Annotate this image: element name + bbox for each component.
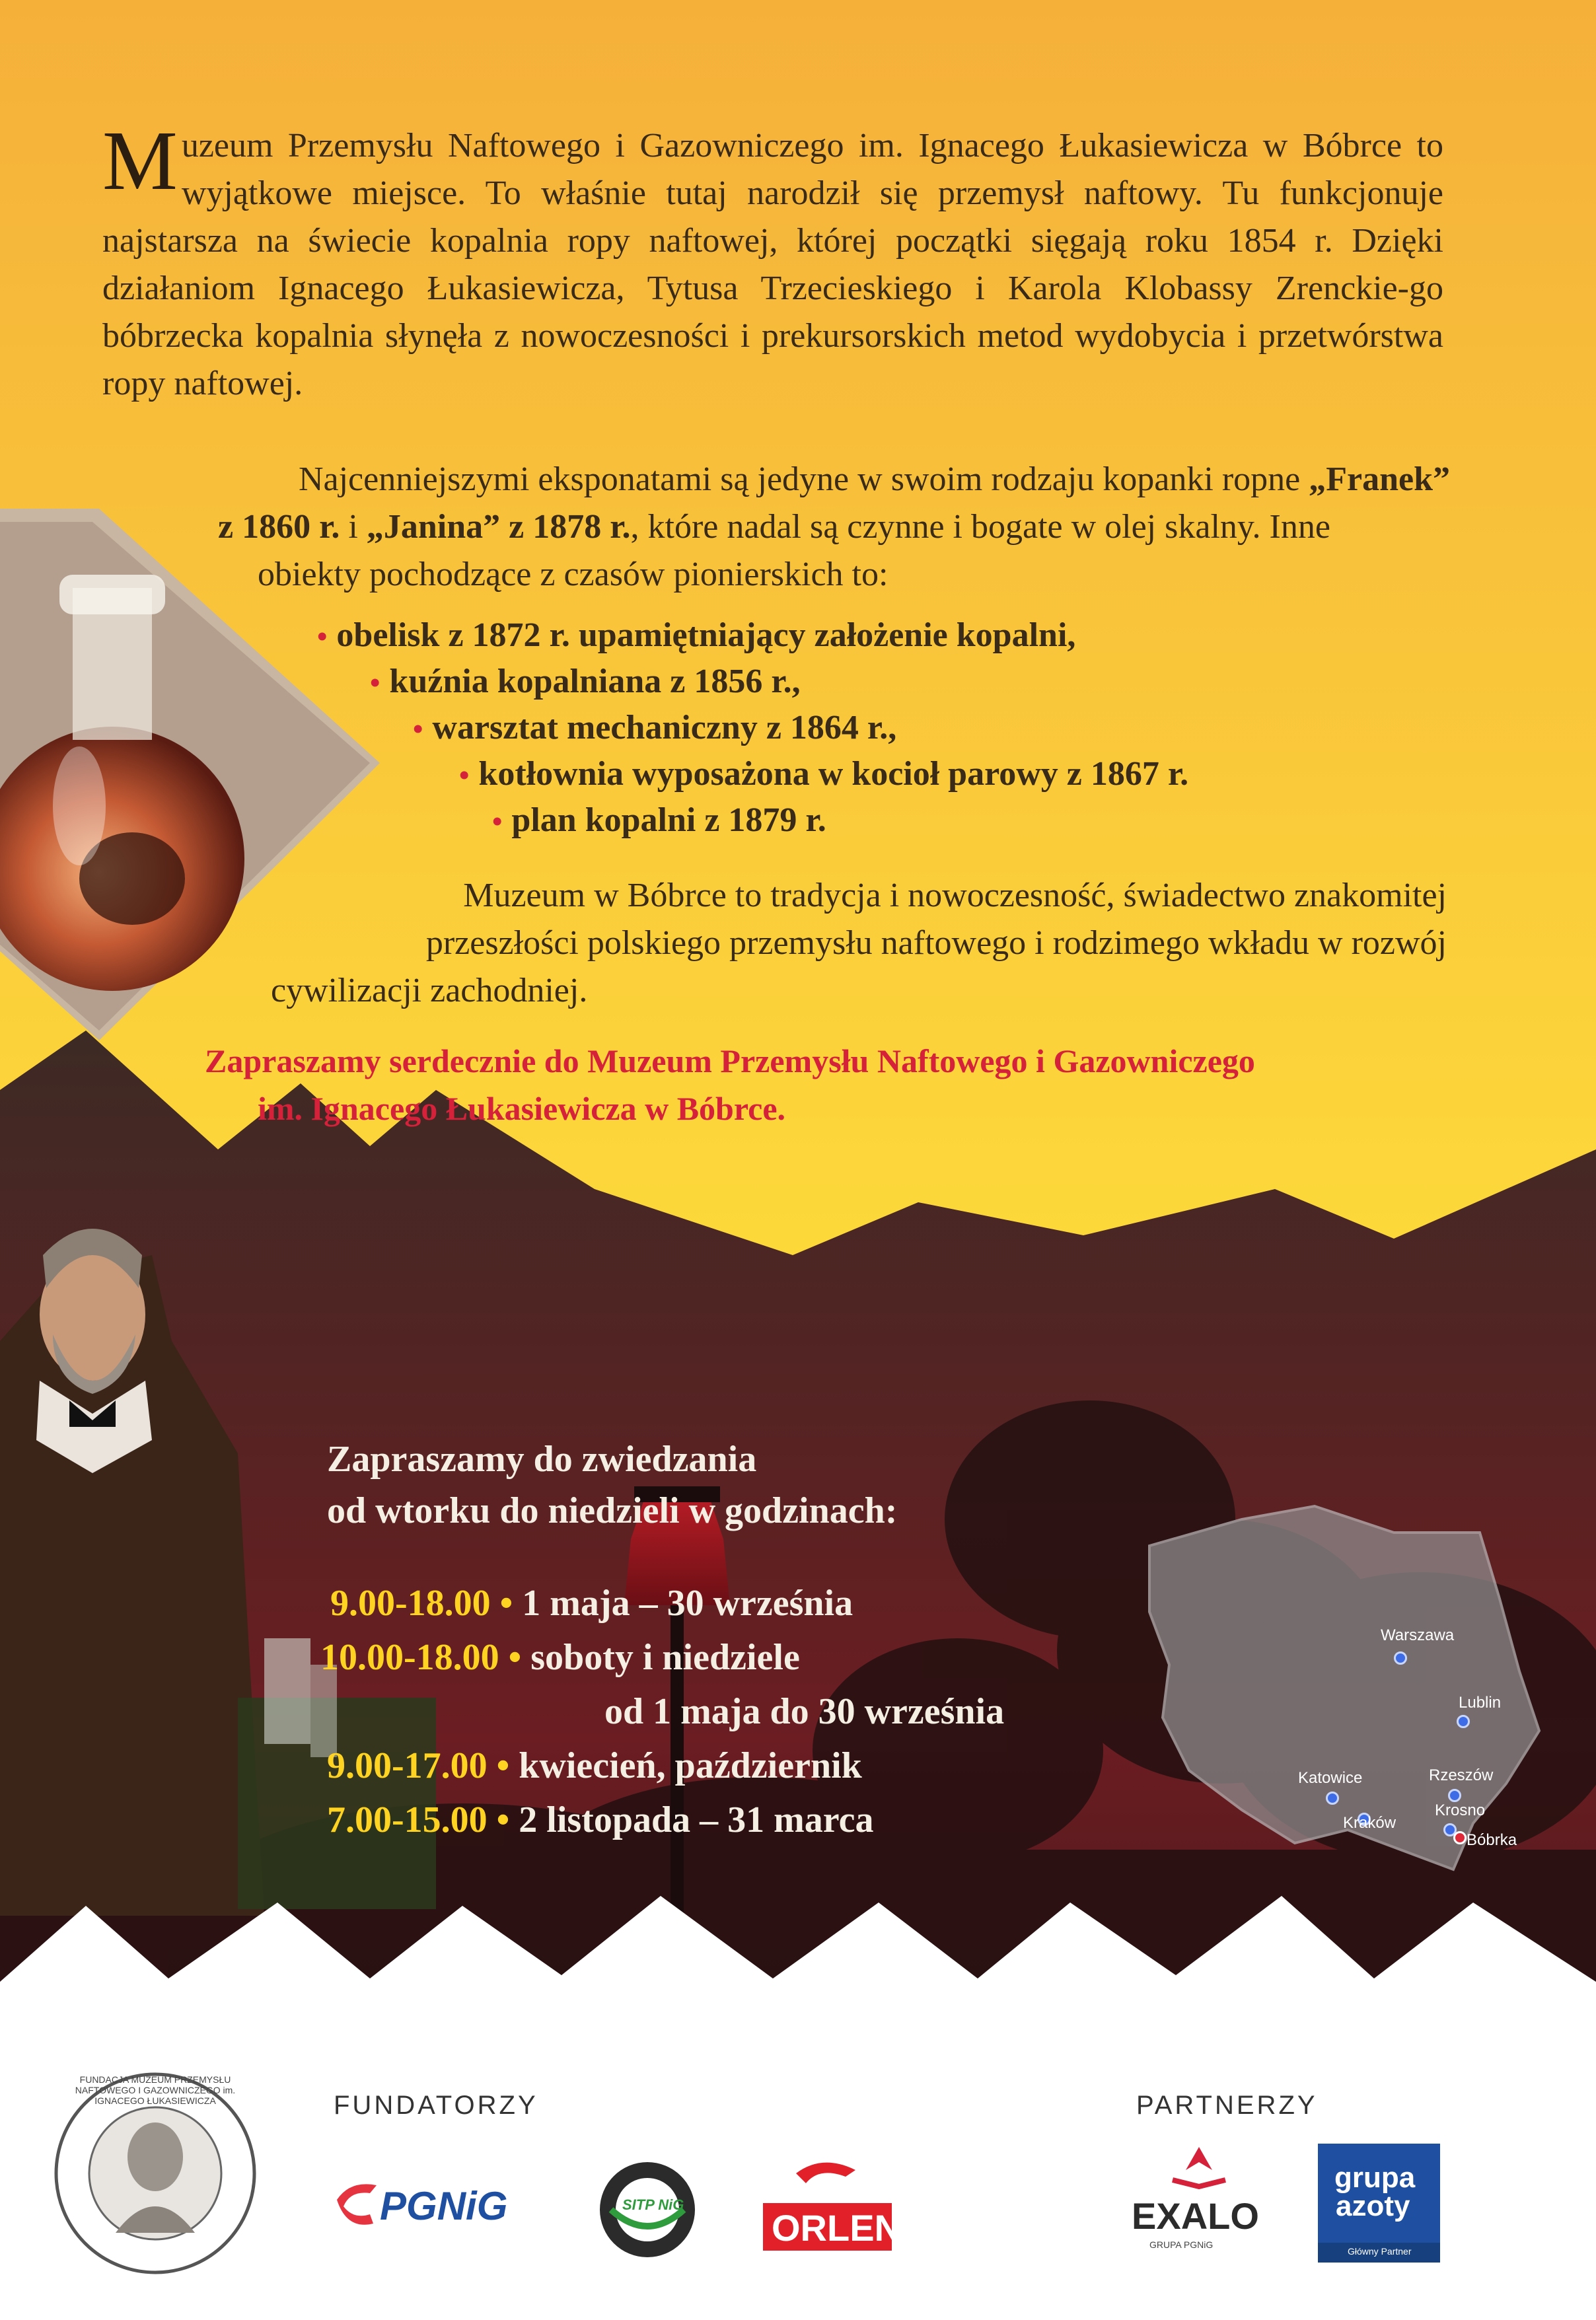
bullet-dot: • [317, 620, 328, 653]
hours-row [320, 1636, 800, 1679]
city-label-lublin: Lublin [1459, 1694, 1502, 1712]
bullet-text: obelisk z 1872 r. upamiętniający założenie kopalni, [336, 616, 1076, 654]
bullet-item [459, 754, 1188, 793]
exalo-subtitle: GRUPA PGNiG [1149, 2239, 1214, 2250]
intro-paragraph [102, 114, 1443, 408]
bullet-dot: • [413, 713, 423, 745]
hours-period: kwiecień, październik [519, 1745, 862, 1786]
map-pin [1394, 1651, 1407, 1665]
bullet-item [413, 708, 896, 747]
city-label-rzeszow: Rzeszów [1429, 1766, 1494, 1784]
partners-label: PARTNERZY [1136, 2091, 1318, 2120]
bullet-text: kotłownia wyposażona w kocioł parowy z 1867 r. [478, 755, 1189, 793]
hours-separator: • [496, 1745, 510, 1786]
exalo-logo: EXALO [1132, 2195, 1259, 2237]
city-label-katowice: Katowice [1298, 1769, 1363, 1787]
tradition-paragraph [264, 872, 1447, 1015]
bullet-dot: • [370, 667, 381, 699]
exhibits-line-1 [162, 456, 1450, 503]
hours-time: 9.00-17.00 [327, 1745, 488, 1786]
pgnig-logo: PGNiG [380, 2184, 508, 2228]
city-label-warszawa: Warszawa [1381, 1626, 1455, 1644]
hours-period: soboty i niedziele [530, 1637, 800, 1678]
exhibits-line-2-text: , które nadal są czynne i bogate w olej skalny. Inne [630, 508, 1330, 546]
exhibits-line-2 [162, 503, 1450, 551]
exhibit-franek: „Franek” [1309, 460, 1450, 498]
bullet-dot: • [459, 759, 470, 791]
opening-hours-heading [327, 1433, 897, 1537]
founders-label: FUNDATORZY [334, 2091, 538, 2120]
hours-separator: • [496, 1799, 510, 1840]
bullet-dot: • [492, 805, 503, 838]
orlen-logo: ORLEN [772, 2207, 901, 2249]
opening-hours-heading-line-1: Zapraszamy do zwiedzania [327, 1439, 757, 1480]
hours-row [327, 1745, 862, 1787]
map-pin [1448, 1789, 1461, 1802]
city-label-krakow: Kraków [1343, 1814, 1396, 1832]
exhibit-janina: „Janina” z 1878 r. [366, 508, 631, 546]
intro-text: uzeum Przemysłu Naftowego i Gazowniczego im. Ignacego Łukasiewicza w Bóbrce to wyjątkowe miejsce. To właśnie tutaj narodził się przemysł naftowy. Tu funkcjonuje najstarsza na świecie kopalnia ropy naftowej, której początki sięgają roku 1854 r. Dzięki działaniom Ignacego Łukasiewicza, Tytusa Trzecieskiego i Karola Klobassy Zrenckie-go bóbrzecka kopalnia słynęła z nowoczesności i prekursorskich metod wydobycia i przetwórstwa ropy naftowej. [102, 127, 1443, 402]
exhibits-paragraph [162, 456, 1450, 598]
city-label-bobrka: Bóbrka [1467, 1831, 1517, 1849]
opening-hours-heading-line-2: od wtorku do niedzieli w godzinach: [327, 1490, 898, 1531]
seal-caption: FUNDACJA MUZEUM PRZEMYSŁU NAFTOWEGO I GAZOWNICZEGO im. IGNACEGO ŁUKASIEWICZA [75, 2074, 236, 2106]
tradition-line-2: przeszłości polskiego przemysłu naftowego i rodzimego wkładu w rozwój [425, 924, 1447, 962]
hours-separator: • [508, 1637, 522, 1678]
invitation-line-1: Zapraszamy serdecznie do Muzeum Przemysłu Naftowego i Gazowniczego [205, 1042, 1255, 1079]
hours-period: 2 listopada – 31 marca [519, 1799, 874, 1840]
map-pin [1326, 1792, 1339, 1805]
sitp-nig-logo: SITP NiG [622, 2196, 684, 2213]
invitation-text [205, 1037, 1460, 1132]
grupa-azoty-logo-line-2: azoty [1336, 2190, 1410, 2222]
hours-time: 10.00-18.00 [320, 1637, 499, 1678]
map-pin-bobrka [1453, 1831, 1467, 1844]
hours-row [330, 1582, 853, 1624]
hours-time: 9.00-18.00 [330, 1583, 491, 1624]
hours-period: od 1 maja do 30 września [604, 1691, 1005, 1732]
bullet-text: kuźnia kopalniana z 1856 r., [389, 663, 801, 700]
grupa-azoty-subtitle: Główny Partner [1348, 2246, 1412, 2257]
exhibit-franek-year: z 1860 r. [218, 508, 340, 546]
grupa-azoty-logo-line-1: grupa [1334, 2161, 1416, 2194]
exhibits-conjunction: i [340, 508, 367, 546]
exhibits-line-3: obiekty pochodzące z czasów pionierskich to: [258, 556, 889, 593]
tradition-line-1: Muzeum w Bóbrce to tradycja i nowoczesność, świadectwo znakomitej [463, 877, 1447, 914]
exhibits-line-1-text: Najcenniejszymi eksponatami są jedyne w swoim rodzaju kopanki ropne [298, 460, 1309, 498]
bullet-item [370, 662, 801, 701]
invitation-line-2: im. Ignacego Łukasiewicza w Bóbrce. [258, 1090, 786, 1127]
bullet-item [317, 616, 1075, 655]
hours-row [327, 1799, 873, 1841]
city-label-krosno: Krosno [1435, 1801, 1486, 1819]
hours-separator: • [499, 1583, 513, 1624]
hours-time: 7.00-15.00 [327, 1799, 488, 1840]
bullet-item [492, 801, 826, 840]
map-pin [1457, 1715, 1470, 1728]
hours-period: 1 maja – 30 września [522, 1583, 853, 1624]
bullet-text: plan kopalni z 1879 r. [511, 801, 826, 839]
hours-row-continued [604, 1690, 1004, 1733]
bullet-text: warsztat mechaniczny z 1864 r., [432, 709, 897, 746]
dropcap-letter: M [102, 114, 178, 207]
tradition-line-3: cywilizacji zachodniej. [271, 972, 588, 1009]
